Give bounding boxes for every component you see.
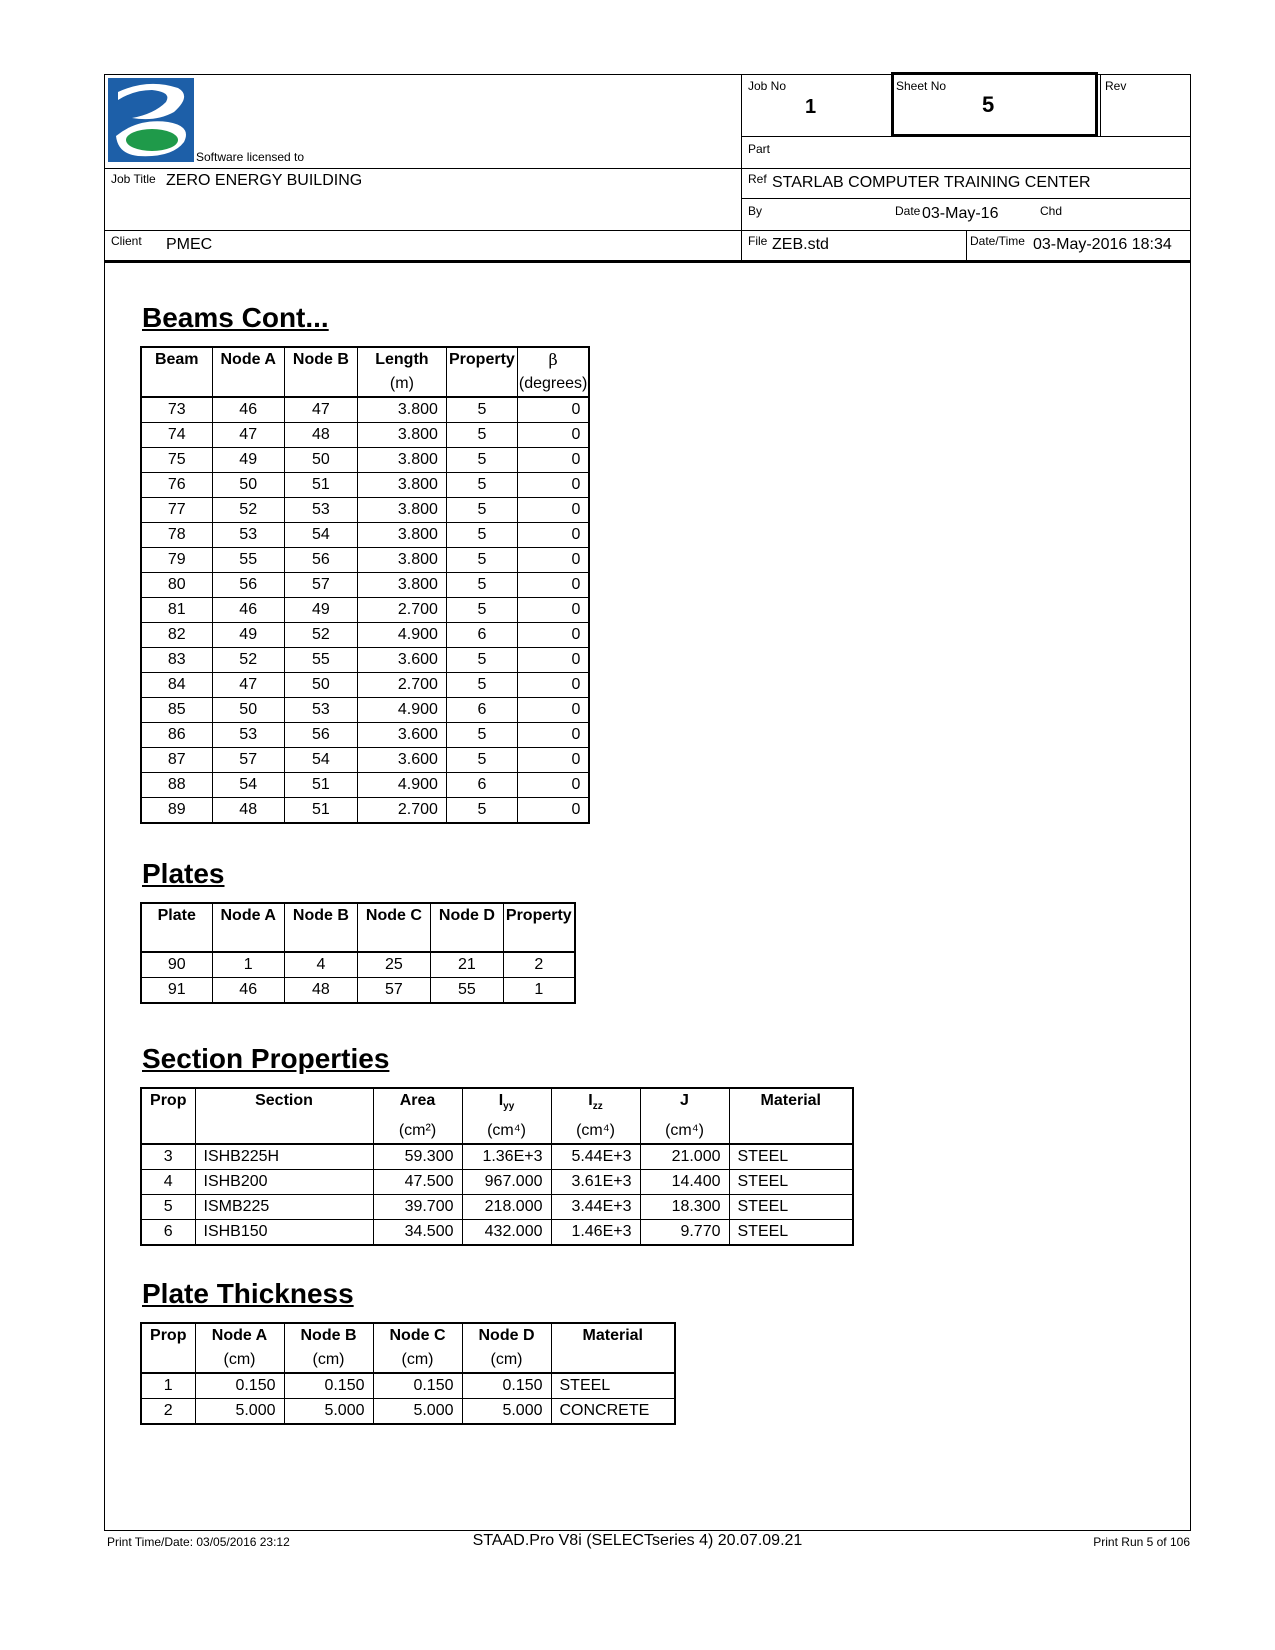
- table-cell: 1.36E+3: [462, 1144, 551, 1170]
- table-cell: 9.770: [640, 1220, 729, 1246]
- table-cell: 1: [141, 1373, 195, 1399]
- col-header: $I_{yy}$: [462, 1088, 551, 1119]
- table-cell: STEEL: [729, 1144, 853, 1170]
- table-cell: 0: [517, 623, 589, 648]
- date-value: 03-May-16: [922, 205, 999, 222]
- date-label: Date: [895, 204, 921, 218]
- table-cell: 54: [284, 523, 357, 548]
- table-row: [141, 1373, 675, 1399]
- job-title-label: Job Title: [111, 172, 156, 186]
- table-cell: 5: [446, 448, 517, 473]
- table-cell: 4.900: [357, 623, 446, 648]
- col-header: Node A: [212, 347, 284, 372]
- table-cell: 2: [503, 952, 574, 978]
- table-cell: 4: [284, 952, 357, 978]
- col-header: Property: [503, 903, 574, 928]
- table-cell: 6: [446, 698, 517, 723]
- table-row: [141, 748, 589, 773]
- table-cell: 53: [284, 498, 357, 523]
- table-cell: 1: [503, 978, 574, 1004]
- unit-cell: [729, 1119, 853, 1144]
- unit-cell: [195, 1119, 373, 1144]
- unit-cell: (cm): [195, 1348, 284, 1373]
- table-cell: 53: [212, 723, 284, 748]
- col-header: Node A: [195, 1323, 284, 1348]
- table-cell: 73: [141, 397, 212, 423]
- table-cell: 46: [212, 598, 284, 623]
- table-cell: 5: [446, 723, 517, 748]
- unit-cell: [446, 372, 517, 397]
- table-cell: 0: [517, 598, 589, 623]
- table-cell: 56: [284, 723, 357, 748]
- plates-table: [140, 902, 576, 1004]
- col-header: Beam: [154, 351, 199, 368]
- table-cell: 91: [141, 978, 212, 1004]
- table-row: [141, 397, 589, 423]
- col-header: Node D: [430, 903, 503, 928]
- datetime-label: Date/Time: [970, 234, 1025, 248]
- bentley-logo-icon: [108, 78, 194, 162]
- table-cell: ISHB150: [195, 1220, 373, 1246]
- table-cell: 0: [517, 798, 589, 824]
- table-row: [141, 773, 589, 798]
- unit-cell: (cm⁴): [640, 1119, 729, 1144]
- table-cell: 55: [430, 978, 503, 1004]
- sheet-no-label: Sheet No: [896, 79, 947, 93]
- datetime-value: 03-May-2016 18:34: [1033, 236, 1172, 253]
- unit-cell: [212, 372, 284, 397]
- table-row: [141, 978, 575, 1004]
- col-header: Node C: [373, 1323, 462, 1348]
- divider: [741, 198, 1191, 199]
- table-cell: 218.000: [462, 1195, 551, 1220]
- table-row: [141, 548, 589, 573]
- col-header: J: [640, 1088, 729, 1119]
- sub-yy: yy: [503, 1101, 515, 1113]
- table-cell: 54: [212, 773, 284, 798]
- table-cell: 0: [517, 773, 589, 798]
- job-no-label: Job No: [748, 79, 787, 93]
- table-cell: 4.900: [357, 698, 446, 723]
- col-header: Material: [551, 1323, 675, 1348]
- unit-cell: (cm⁴): [462, 1119, 551, 1144]
- table-cell: 5: [446, 397, 517, 423]
- table-cell: 0.150: [195, 1373, 284, 1399]
- table-cell: 39.700: [373, 1195, 462, 1220]
- table-cell: 53: [284, 698, 357, 723]
- table-cell: 2.700: [357, 673, 446, 698]
- table-cell: 18.300: [640, 1195, 729, 1220]
- table-row: [141, 623, 589, 648]
- table-cell: 5: [446, 748, 517, 773]
- table-cell: 6: [141, 1220, 195, 1246]
- table-cell: 83: [141, 648, 212, 673]
- table-row: [141, 598, 589, 623]
- table-cell: 50: [284, 448, 357, 473]
- table-cell: 50: [212, 473, 284, 498]
- print-run: Print Run 5 of 106: [1093, 1535, 1190, 1549]
- table-cell: 21.000: [640, 1144, 729, 1170]
- table-cell: 3.800: [357, 523, 446, 548]
- table-cell: 5: [446, 473, 517, 498]
- table-cell: 3.600: [357, 648, 446, 673]
- table-cell: 55: [284, 648, 357, 673]
- table-row: [141, 673, 589, 698]
- table-cell: 5: [446, 548, 517, 573]
- table-cell: 86: [141, 723, 212, 748]
- table-cell: 5: [141, 1195, 195, 1220]
- table-cell: 49: [284, 598, 357, 623]
- table-cell: 80: [141, 573, 212, 598]
- job-no-value: 1: [805, 96, 817, 118]
- table-cell: 51: [284, 773, 357, 798]
- unit-cell: [284, 928, 357, 952]
- file-value: ZEB.std: [772, 236, 829, 253]
- table-cell: 79: [141, 548, 212, 573]
- divider: [966, 230, 967, 260]
- table-cell: 52: [212, 498, 284, 523]
- table-cell: 49: [212, 623, 284, 648]
- table-row: [141, 473, 589, 498]
- unit-cell: [212, 928, 284, 952]
- unit-cell: (cm⁴): [551, 1119, 640, 1144]
- unit-cell: [141, 1348, 195, 1373]
- divider: [104, 168, 1191, 169]
- table-cell: 5: [446, 498, 517, 523]
- table-cell: 47: [212, 673, 284, 698]
- table-cell: 5: [446, 423, 517, 448]
- unit-cell: [357, 928, 430, 952]
- beams-table: [140, 346, 590, 824]
- unit-cell: [141, 1119, 195, 1144]
- unit-cell: [430, 928, 503, 952]
- table-cell: 5.000: [373, 1399, 462, 1425]
- table-cell: 2.700: [357, 798, 446, 824]
- unit-cell: [141, 372, 212, 397]
- table-cell: 4.900: [357, 773, 446, 798]
- table-cell: ISHB225H: [195, 1144, 373, 1170]
- header-bottom-rule: [104, 260, 1191, 263]
- table-cell: 3.800: [357, 473, 446, 498]
- table-row: [141, 423, 589, 448]
- table-cell: 77: [141, 498, 212, 523]
- table-row: [141, 1144, 853, 1170]
- table-cell: 3.800: [357, 397, 446, 423]
- table-cell: 0: [517, 548, 589, 573]
- table-cell: 5.000: [462, 1399, 551, 1425]
- unit-cell: (cm): [462, 1348, 551, 1373]
- table-cell: STEEL: [729, 1220, 853, 1246]
- table-row: [141, 448, 589, 473]
- table-cell: 46: [212, 397, 284, 423]
- table-row: [141, 1399, 675, 1425]
- col-header: $I_{zz}$: [551, 1088, 640, 1119]
- unit-cell: [141, 928, 212, 952]
- unit-cell: (cm): [284, 1348, 373, 1373]
- table-cell: 53: [212, 523, 284, 548]
- table-cell: 0.150: [284, 1373, 373, 1399]
- col-header: Prop: [150, 1327, 187, 1344]
- table-cell: 5: [446, 598, 517, 623]
- table-row: [141, 798, 589, 824]
- col-header: Section: [195, 1088, 373, 1119]
- table-row: [141, 523, 589, 548]
- table-cell: CONCRETE: [551, 1399, 675, 1425]
- table-cell: 47: [212, 423, 284, 448]
- col-header: Node B: [284, 903, 357, 928]
- unit-cell: (cm²): [373, 1119, 462, 1144]
- thickness-title: Plate Thickness: [142, 1278, 354, 1309]
- table-row: [141, 1195, 853, 1220]
- beams-title: Beams Cont...: [142, 302, 329, 333]
- table-cell: 57: [212, 748, 284, 773]
- table-cell: 1: [212, 952, 284, 978]
- table-cell: 49: [212, 448, 284, 473]
- table-cell: 87: [141, 748, 212, 773]
- table-cell: 3.600: [357, 723, 446, 748]
- sections-table: [140, 1087, 854, 1246]
- col-header: Node B: [284, 1323, 373, 1348]
- table-cell: 5.000: [195, 1399, 284, 1425]
- divider: [104, 230, 1191, 231]
- table-cell: STEEL: [551, 1373, 675, 1399]
- table-cell: 74: [141, 423, 212, 448]
- table-cell: 48: [212, 798, 284, 824]
- table-cell: 50: [212, 698, 284, 723]
- table-cell: 432.000: [462, 1220, 551, 1246]
- table-cell: 81: [141, 598, 212, 623]
- unit-cell: (cm): [373, 1348, 462, 1373]
- table-cell: STEEL: [729, 1195, 853, 1220]
- col-header: Node B: [284, 347, 357, 372]
- col-header: Node D: [462, 1323, 551, 1348]
- col-header: Area: [373, 1088, 462, 1119]
- table-cell: 1.46E+3: [551, 1220, 640, 1246]
- table-cell: 78: [141, 523, 212, 548]
- sections-title: Section Properties: [142, 1043, 390, 1074]
- table-cell: 0: [517, 748, 589, 773]
- table-cell: 0: [517, 498, 589, 523]
- table-cell: ISMB225: [195, 1195, 373, 1220]
- table-cell: 2: [141, 1399, 195, 1425]
- plates-title: Plates: [142, 858, 225, 889]
- table-cell: 3.800: [357, 498, 446, 523]
- table-cell: 34.500: [373, 1220, 462, 1246]
- table-cell: 4: [141, 1170, 195, 1195]
- table-cell: 0: [517, 473, 589, 498]
- col-header: β: [517, 347, 589, 372]
- table-row: [141, 698, 589, 723]
- table-cell: 0.150: [373, 1373, 462, 1399]
- table-cell: 3.800: [357, 448, 446, 473]
- table-cell: 47: [284, 397, 357, 423]
- divider: [741, 74, 742, 260]
- unit-cell: [503, 928, 574, 952]
- chd-label: Chd: [1040, 204, 1063, 218]
- table-cell: 0: [517, 523, 589, 548]
- table-cell: 57: [357, 978, 430, 1004]
- table-cell: ISHB200: [195, 1170, 373, 1195]
- table-cell: 56: [284, 548, 357, 573]
- client-label: Client: [111, 234, 142, 248]
- table-cell: 25: [357, 952, 430, 978]
- table-cell: 5: [446, 648, 517, 673]
- sub-zz: zz: [592, 1101, 603, 1113]
- table-cell: 0: [517, 723, 589, 748]
- table-cell: 3: [141, 1144, 195, 1170]
- table-cell: 90: [141, 952, 212, 978]
- table-cell: 52: [284, 623, 357, 648]
- table-cell: 46: [212, 978, 284, 1004]
- thickness-table: [140, 1322, 676, 1425]
- file-label: File: [748, 234, 768, 248]
- table-cell: 0: [517, 423, 589, 448]
- table-cell: 88: [141, 773, 212, 798]
- table-row: [141, 648, 589, 673]
- table-row: [141, 1220, 853, 1246]
- table-cell: 47.500: [373, 1170, 462, 1195]
- table-cell: 21: [430, 952, 503, 978]
- col-header: Plate: [157, 907, 196, 924]
- table-cell: 51: [284, 473, 357, 498]
- licensed-label: Software licensed to: [196, 150, 305, 164]
- table-cell: 3.800: [357, 548, 446, 573]
- col-header: Material: [729, 1088, 853, 1119]
- table-cell: 0.150: [462, 1373, 551, 1399]
- table-row: [141, 573, 589, 598]
- table-cell: 5: [446, 798, 517, 824]
- table-cell: 5.44E+3: [551, 1144, 640, 1170]
- table-cell: 59.300: [373, 1144, 462, 1170]
- table-cell: 89: [141, 798, 212, 824]
- table-cell: 51: [284, 798, 357, 824]
- table-cell: 0: [517, 397, 589, 423]
- table-cell: 3.61E+3: [551, 1170, 640, 1195]
- rev-label: Rev: [1105, 79, 1127, 93]
- table-cell: 14.400: [640, 1170, 729, 1195]
- col-header: Prop: [150, 1092, 187, 1109]
- table-cell: 5: [446, 523, 517, 548]
- print-time: Print Time/Date: 03/05/2016 23:12: [107, 1535, 290, 1549]
- table-cell: 3.44E+3: [551, 1195, 640, 1220]
- table-cell: STEEL: [729, 1170, 853, 1195]
- table-cell: 0: [517, 648, 589, 673]
- unit-cell: [551, 1348, 675, 1373]
- ref-label: Ref: [748, 172, 767, 186]
- table-cell: 57: [284, 573, 357, 598]
- table-cell: 56: [212, 573, 284, 598]
- table-cell: 48: [284, 978, 357, 1004]
- unit-cell: [284, 372, 357, 397]
- client-value: PMEC: [166, 236, 213, 253]
- col-header: Property: [446, 347, 517, 372]
- col-header: Node A: [212, 903, 284, 928]
- table-cell: 5.000: [284, 1399, 373, 1425]
- table-cell: 75: [141, 448, 212, 473]
- table-cell: 3.800: [357, 423, 446, 448]
- sheet-no-value: 5: [982, 92, 995, 117]
- col-header: Length: [357, 347, 446, 372]
- table-cell: 0: [517, 673, 589, 698]
- table-cell: 967.000: [462, 1170, 551, 1195]
- table-cell: 0: [517, 448, 589, 473]
- table-cell: 84: [141, 673, 212, 698]
- table-cell: 0: [517, 698, 589, 723]
- table-cell: 76: [141, 473, 212, 498]
- software-version: STAAD.Pro V8i (SELECTseries 4) 20.07.09.21: [472, 1532, 803, 1549]
- table-cell: 52: [212, 648, 284, 673]
- table-row: [141, 723, 589, 748]
- table-cell: 6: [446, 623, 517, 648]
- table-cell: 48: [284, 423, 357, 448]
- unit-cell: (degrees): [517, 372, 589, 397]
- table-cell: 6: [446, 773, 517, 798]
- unit-cell: (m): [357, 372, 446, 397]
- table-cell: 5: [446, 573, 517, 598]
- table-cell: 55: [212, 548, 284, 573]
- table-cell: 3.600: [357, 748, 446, 773]
- table-cell: 54: [284, 748, 357, 773]
- table-cell: 5: [446, 673, 517, 698]
- table-cell: 2.700: [357, 598, 446, 623]
- col-header: Node C: [357, 903, 430, 928]
- ref-value: STARLAB COMPUTER TRAINING CENTER: [772, 174, 1091, 191]
- by-label: By: [748, 204, 763, 218]
- job-title-value: ZERO ENERGY BUILDING: [166, 172, 363, 189]
- part-label: Part: [748, 142, 771, 156]
- table-row: [141, 1170, 853, 1195]
- table-cell: 0: [517, 573, 589, 598]
- table-cell: 82: [141, 623, 212, 648]
- table-cell: 85: [141, 698, 212, 723]
- table-cell: 3.800: [357, 573, 446, 598]
- table-row: [141, 952, 575, 978]
- table-cell: 50: [284, 673, 357, 698]
- table-row: [141, 498, 589, 523]
